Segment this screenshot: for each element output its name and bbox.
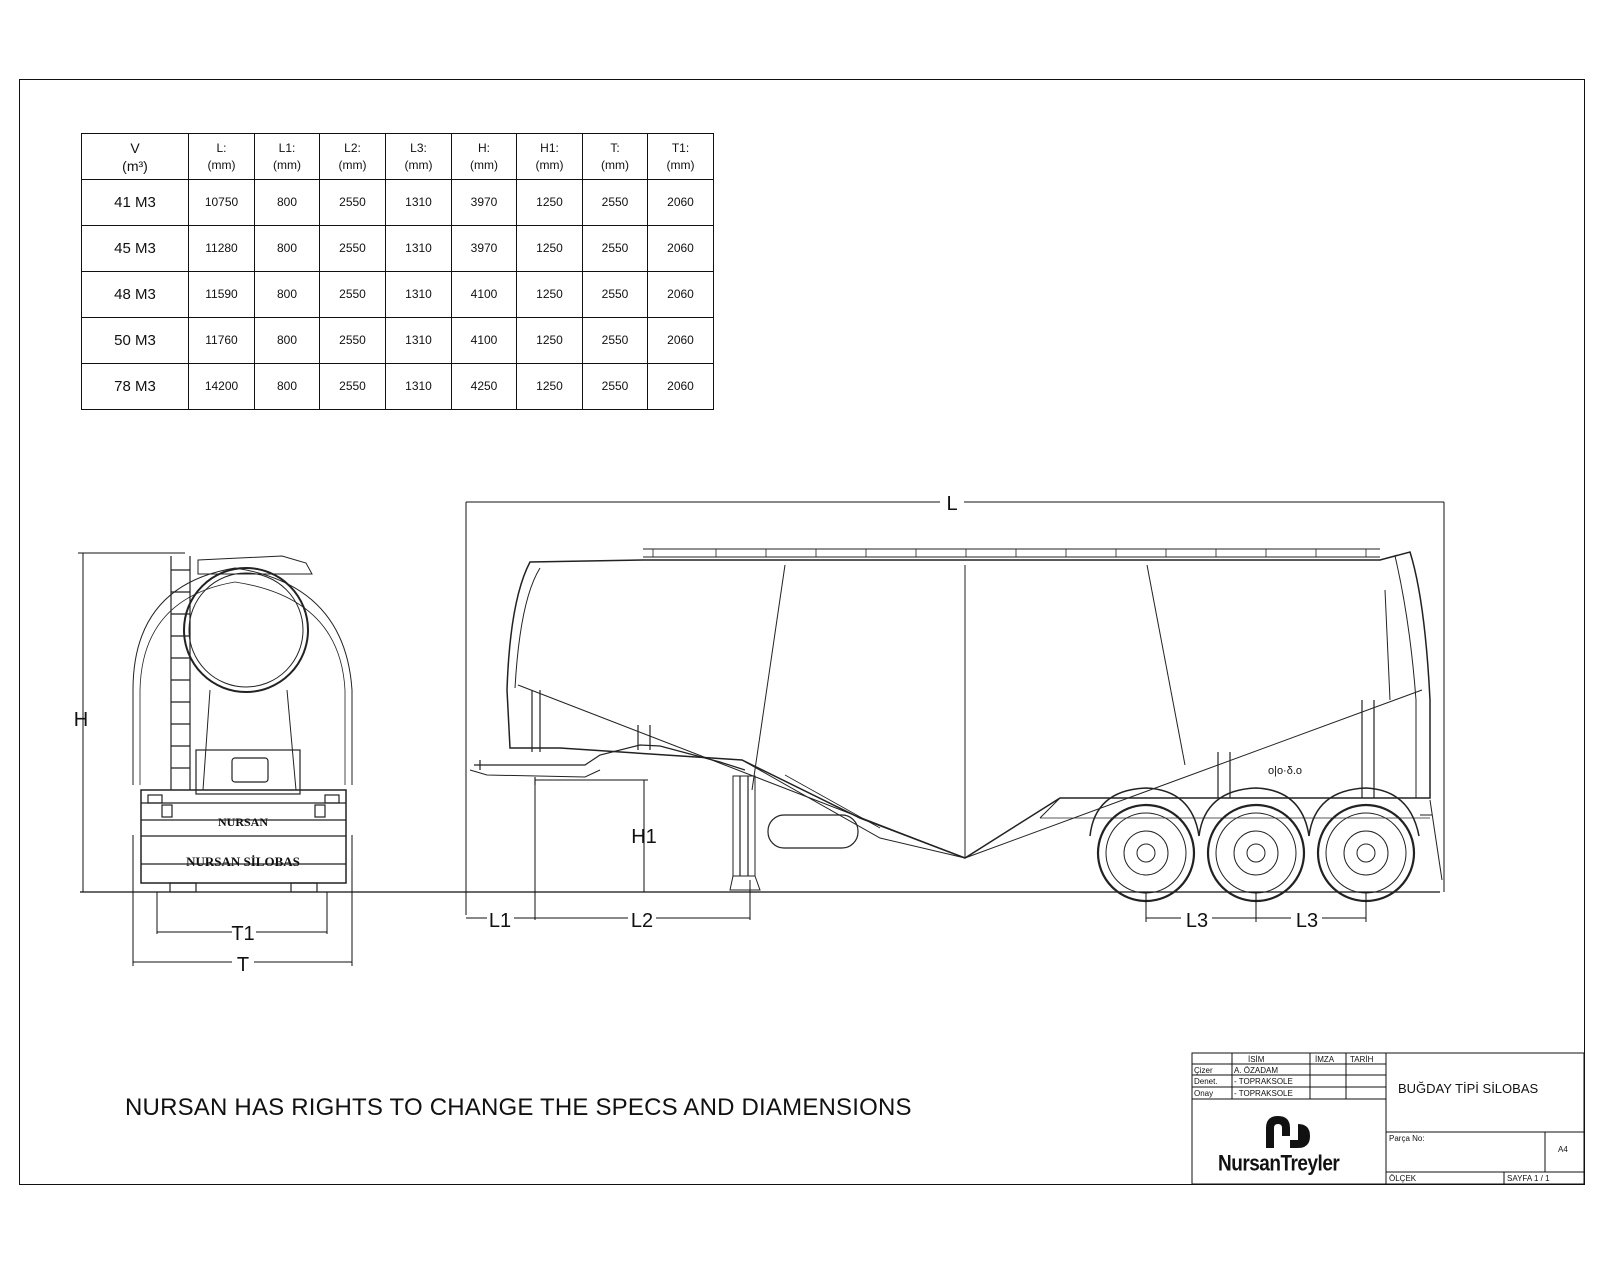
tb-sheet-label: SAYFA 1 / 1 xyxy=(1507,1174,1550,1183)
spec-value-cell: 11590 xyxy=(189,272,255,318)
spec-value-cell: 10750 xyxy=(189,180,255,226)
spec-header-label: V xyxy=(130,139,140,156)
spec-value-cell: 4100 xyxy=(452,272,517,318)
side-view xyxy=(470,549,1442,901)
spec-header-label: L2: xyxy=(344,140,361,155)
label-l1: L1 xyxy=(488,910,512,932)
tb-drawn-label: Çizer xyxy=(1194,1066,1213,1075)
spec-value-cell: 2550 xyxy=(320,318,386,364)
spec-value-cell: 3970 xyxy=(452,226,517,272)
spec-header-unit: (m³) xyxy=(122,157,148,174)
spec-header-unit: (mm) xyxy=(338,157,367,172)
spec-header-unit: (mm) xyxy=(470,157,498,172)
spec-volume-cell: 48 M3 xyxy=(82,272,189,318)
spec-header-label: L: xyxy=(216,140,227,155)
spec-value-cell: 1310 xyxy=(386,226,452,272)
spec-header-label: H1: xyxy=(540,140,559,155)
label-l3-rear: L3 xyxy=(1295,910,1319,932)
spec-value-cell: 1250 xyxy=(517,272,583,318)
spec-value-cell: 1250 xyxy=(517,318,583,364)
tb-paper-size: A4 xyxy=(1558,1145,1568,1154)
spec-value-cell: 2550 xyxy=(583,226,648,272)
spec-value-cell: 2060 xyxy=(648,180,714,226)
spec-value-cell: 2060 xyxy=(648,364,714,410)
tb-approved-label: Onay xyxy=(1194,1089,1214,1098)
dimension-l xyxy=(466,502,1444,915)
spec-value-cell: 11760 xyxy=(189,318,255,364)
wheel-2 xyxy=(1208,805,1304,901)
spec-value-cell: 2060 xyxy=(648,226,714,272)
spec-volume-cell: 45 M3 xyxy=(82,226,189,272)
spec-value-cell: 2550 xyxy=(320,226,386,272)
title-block xyxy=(1192,1053,1584,1184)
spec-value-cell: 1250 xyxy=(517,226,583,272)
wheel-3 xyxy=(1318,805,1414,901)
spec-value-cell: 2550 xyxy=(583,364,648,410)
tb-scale-label: ÖLÇEK xyxy=(1389,1174,1417,1183)
spec-value-cell: 2550 xyxy=(583,272,648,318)
dimension-l1-l2 xyxy=(466,785,750,920)
spec-value-cell: 800 xyxy=(255,364,320,410)
spec-value-cell: 1310 xyxy=(386,364,452,410)
spec-value-cell: 2550 xyxy=(320,272,386,318)
spec-value-cell: 2060 xyxy=(648,272,714,318)
rear-view xyxy=(133,556,352,892)
tb-drawn-name: A. ÖZADAM xyxy=(1234,1066,1279,1075)
wheel-1 xyxy=(1098,805,1194,901)
label-h: H xyxy=(73,709,89,731)
spec-value-cell: 800 xyxy=(255,180,320,226)
tb-col-signature: İMZA xyxy=(1315,1055,1335,1064)
spec-value-cell: 800 xyxy=(255,272,320,318)
tb-checked-label: Denet. xyxy=(1194,1077,1218,1086)
spec-value-cell: 1250 xyxy=(517,180,583,226)
label-h1: H1 xyxy=(631,826,657,848)
disclaimer-text: NURSAN HAS RIGHTS TO CHANGE THE SPECS AND DIAMENSIONS xyxy=(125,1094,912,1121)
spec-value-cell: 4100 xyxy=(452,318,517,364)
spec-value-cell: 11280 xyxy=(189,226,255,272)
spec-value-cell: 2060 xyxy=(648,318,714,364)
spec-volume-cell: 50 M3 xyxy=(82,318,189,364)
spec-value-cell: 1250 xyxy=(517,364,583,410)
dimension-h xyxy=(78,553,185,892)
spec-header-label: T: xyxy=(610,140,620,155)
spec-header-label: H: xyxy=(478,140,490,155)
spec-header-unit: (mm) xyxy=(535,157,564,172)
spec-header-unit: (mm) xyxy=(273,157,301,172)
spec-header-unit: (mm) xyxy=(666,157,695,172)
spec-value-cell: 2550 xyxy=(320,364,386,410)
tb-checked-name: - TOPRAKSOLE xyxy=(1234,1077,1293,1086)
spec-value-cell: 4250 xyxy=(452,364,517,410)
spec-value-cell: 14200 xyxy=(189,364,255,410)
label-l3-front: L3 xyxy=(1185,910,1209,932)
tb-approved-name: - TOPRAKSOLE xyxy=(1234,1089,1293,1098)
spec-header-unit: (mm) xyxy=(601,157,629,172)
spec-value-cell: 2550 xyxy=(320,180,386,226)
spec-volume-cell: 78 M3 xyxy=(82,364,189,410)
spec-value-cell: 2550 xyxy=(583,318,648,364)
tb-title: BUĞDAY TİPİ SİLOBAS xyxy=(1398,1081,1539,1096)
tb-col-name: İSİM xyxy=(1248,1055,1265,1064)
label-l2: L2 xyxy=(630,910,654,932)
spec-header-label: L1: xyxy=(278,140,296,155)
label-l: L xyxy=(946,493,958,515)
spec-value-cell: 1310 xyxy=(386,272,452,318)
spec-header-label: L3: xyxy=(410,140,427,155)
spec-header-unit: (mm) xyxy=(404,157,433,172)
spec-header-unit: (mm) xyxy=(207,157,236,172)
rear-brand-label: NURSAN xyxy=(217,815,269,829)
dimension-l3 xyxy=(1146,893,1366,922)
spec-volume-cell: 41 M3 xyxy=(82,180,189,226)
side-marking-label: ο|ο·δ.ο xyxy=(1267,765,1303,777)
spec-value-cell: 2550 xyxy=(583,180,648,226)
label-t1: T1 xyxy=(231,923,255,945)
rear-plate-label: NURSAN SİLOBAS xyxy=(186,854,300,869)
spec-value-cell: 800 xyxy=(255,226,320,272)
spec-value-cell: 1310 xyxy=(386,180,452,226)
label-t: T xyxy=(236,954,250,976)
tb-company-logo-text: NursanTreyler xyxy=(1218,1152,1340,1177)
spec-value-cell: 3970 xyxy=(452,180,517,226)
spec-header-label: T1: xyxy=(671,140,690,155)
spec-value-cell: 800 xyxy=(255,318,320,364)
tb-col-date: TARİH xyxy=(1350,1055,1374,1064)
tb-part-no-label: Parça No: xyxy=(1389,1134,1425,1143)
spec-value-cell: 1310 xyxy=(386,318,452,364)
